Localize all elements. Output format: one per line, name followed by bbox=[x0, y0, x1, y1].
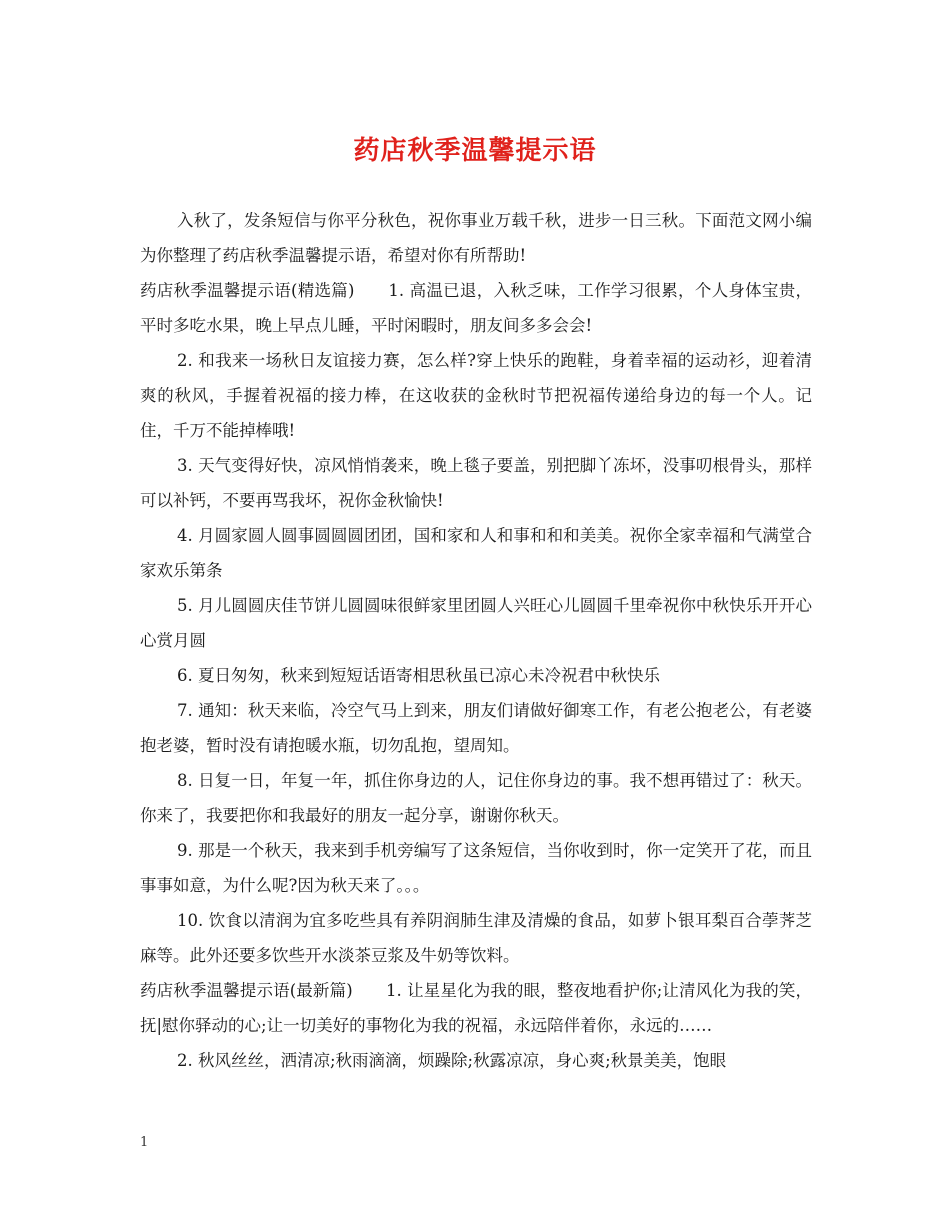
document-body bbox=[140, 203, 812, 1078]
paragraph: 3. 天气变得好快，凉风悄悄袭来，晚上毯子要盖，别把脚丫冻坏，没事叨根骨头，那样可以补钙，不要再骂我坏，祝你金秋愉快! bbox=[140, 456, 812, 510]
paragraph: 5. 月儿圆圆庆佳节饼儿圆圆味很鲜家里团圆人兴旺心儿圆圆千里牵祝你中秋快乐开开心心赏月圆 bbox=[140, 596, 812, 650]
paragraph: 10. 饮食以清润为宜多吃些具有养阴润肺生津及清燥的食品，如萝卜银耳梨百合荸荠芝麻等。此外还要多饮些开水淡茶豆浆及牛奶等饮料。 bbox=[140, 911, 812, 965]
page-title: 药店秋季温馨提示语 bbox=[353, 136, 597, 166]
paragraph: 6. 夏日匆匆，秋来到短短话语寄相思秋虽已凉心未冷祝君中秋快乐 bbox=[177, 666, 660, 685]
page-number: 1 bbox=[140, 1135, 149, 1150]
paragraph: 2. 和我来一场秋日友谊接力赛，怎么样?穿上快乐的跑鞋，身着幸福的运动衫，迎着清爽的秋风，手握着祝福的接力棒，在这收获的金秋时节把祝福传递给身边的每一个人。记住，千万不能掉棒哦! bbox=[140, 351, 812, 440]
paragraph: 2. 秋风丝丝，洒清凉;秋雨滴滴，烦躁除;秋露凉凉，身心爽;秋景美美，饱眼 bbox=[177, 1051, 727, 1070]
paragraph: 药店秋季温馨提示语(最新篇) 1. 让星星化为我的眼，整夜地看护你;让清风化为我的笑，抚|慰你驿动的心;让一切美好的事物化为我的祝福，永远陪伴着你，永远的…… bbox=[140, 981, 812, 1035]
paragraph: 入秋了，发条短信与你平分秋色，祝你事业万载千秋，进步一日三秋。下面范文网小编为你整理了药店秋季温馨提示语，希望对你有所帮助! bbox=[140, 211, 812, 265]
paragraph: 8. 日复一日，年复一年，抓住你身边的人，记住你身边的事。我不想再错过了：秋天。你来了，我要把你和我最好的朋友一起分享，谢谢你秋天。 bbox=[140, 771, 812, 825]
paragraph: 7. 通知：秋天来临，冷空气马上到来，朋友们请做好御寒工作，有老公抱老公，有老婆抱老婆，暂时没有请抱暖水瓶，切勿乱抱，望周知。 bbox=[140, 701, 812, 755]
paragraph: 药店秋季温馨提示语(精选篇) 1. 高温已退，入秋乏味，工作学习很累，个人身体宝贵，平时多吃水果，晚上早点儿睡，平时闲暇时，朋友间多多会会! bbox=[140, 281, 812, 335]
paragraph: 9. 那是一个秋天，我来到手机旁编写了这条短信，当你收到时，你一定笑开了花，而且事事如意，为什么呢?因为秋天来了。。。 bbox=[140, 841, 812, 895]
paragraph: 4. 月圆家圆人圆事圆圆圆团团，国和家和人和事和和和美美。祝你全家幸福和气满堂合家欢乐第条 bbox=[140, 526, 812, 580]
